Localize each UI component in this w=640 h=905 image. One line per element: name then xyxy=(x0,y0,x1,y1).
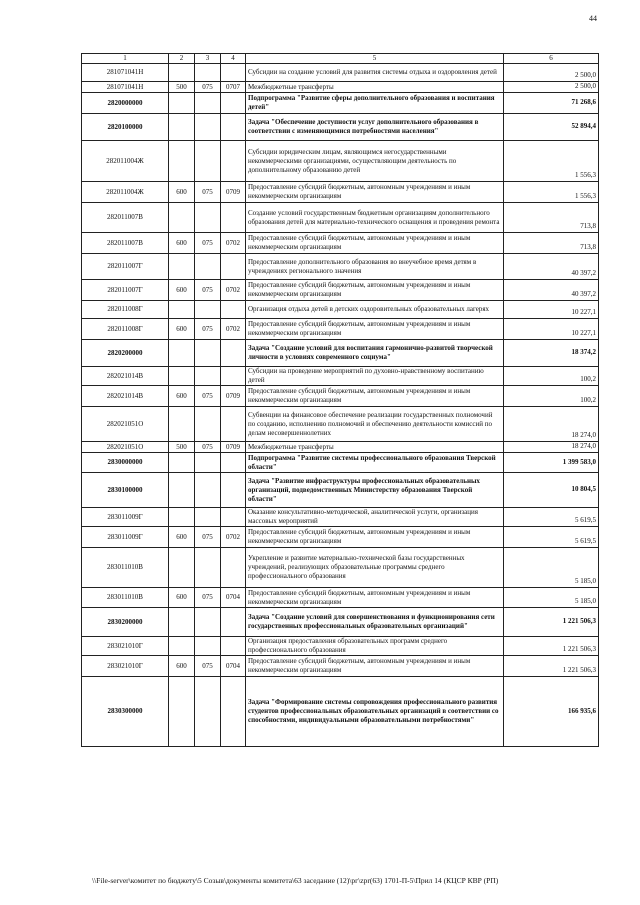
table-row xyxy=(82,367,599,386)
budget-table xyxy=(81,53,599,747)
ved-cell: 075 xyxy=(195,319,221,340)
ved-cell xyxy=(195,677,221,747)
code-cell: 282021051О xyxy=(82,407,169,442)
amount-cell: 166 935,6 xyxy=(504,677,599,747)
description-cell: Субсидии на проведение мероприятий по духовно-нравственному воспитанию детей xyxy=(246,367,504,386)
description-cell: Субсидии на создание условий для развития системы отдыха и оздоровления детей xyxy=(246,64,504,82)
header-cell: 4 xyxy=(221,54,246,64)
table-row xyxy=(82,203,599,233)
kvr-cell xyxy=(169,453,195,473)
ved-cell: 075 xyxy=(195,182,221,203)
description-cell: Организация отдыха детей в детских оздоровительных образовательных лагерях xyxy=(246,301,504,319)
ved-cell: 075 xyxy=(195,82,221,93)
ved-cell xyxy=(195,473,221,508)
section-cell xyxy=(221,340,246,367)
section-cell xyxy=(221,407,246,442)
ved-cell xyxy=(195,548,221,588)
table-row xyxy=(82,442,599,453)
ved-cell xyxy=(195,407,221,442)
header-cell: 2 xyxy=(169,54,195,64)
amount-cell: 2 500,0 xyxy=(504,64,599,82)
amount-cell: 18 374,2 xyxy=(504,340,599,367)
table-row xyxy=(82,407,599,442)
section-cell xyxy=(221,64,246,82)
table-row xyxy=(82,319,599,340)
ved-cell xyxy=(195,93,221,114)
code-cell: 282021014В xyxy=(82,386,169,407)
code-cell: 282011008Г xyxy=(82,301,169,319)
header-cell: 5 xyxy=(246,54,504,64)
description-cell: Предоставление субсидий бюджетным, автономным учреждениям и иным некоммерческим организациям xyxy=(246,527,504,548)
description-cell: Подпрограмма "Развитие системы профессионального образования Тверской области" xyxy=(246,453,504,473)
code-cell: 282021014В xyxy=(82,367,169,386)
kvr-cell xyxy=(169,548,195,588)
amount-cell: 52 894,4 xyxy=(504,114,599,141)
ved-cell: 075 xyxy=(195,527,221,548)
section-cell xyxy=(221,608,246,637)
code-cell: 282011004Ж xyxy=(82,141,169,182)
kvr-cell xyxy=(169,367,195,386)
section-cell: 0704 xyxy=(221,588,246,608)
amount-cell: 1 399 583,0 xyxy=(504,453,599,473)
description-cell: Предоставление субсидий бюджетным, автономным учреждениям и иным некоммерческим организациям xyxy=(246,280,504,301)
code-cell: 282011007В xyxy=(82,233,169,254)
kvr-cell xyxy=(169,301,195,319)
ved-cell xyxy=(195,64,221,82)
table-row xyxy=(82,637,599,656)
description-cell: Задача "Обеспечение доступности услуг дополнительного образования в соответствии с изменяющимися потребностями населения" xyxy=(246,114,504,141)
section-cell: 0709 xyxy=(221,386,246,407)
description-cell: Организация предоставления образовательных программ среднего профессионального образования xyxy=(246,637,504,656)
ved-cell xyxy=(195,301,221,319)
amount-cell: 10 227,1 xyxy=(504,319,599,340)
ved-cell xyxy=(195,608,221,637)
description-cell: Предоставление дополнительного образования во внеучебное время детям в учреждениях регионального значения xyxy=(246,254,504,280)
table-row xyxy=(82,254,599,280)
table-row xyxy=(82,64,599,82)
amount-cell: 1 556,3 xyxy=(504,182,599,203)
table-row xyxy=(82,93,599,114)
table-row xyxy=(82,233,599,254)
amount-cell: 1 221 506,3 xyxy=(504,637,599,656)
section-cell xyxy=(221,203,246,233)
description-cell: Субсидии юридическим лицам, являющимся негосударственными некоммерческими организациями, осуществляющим деятельность по дополнительному образованию детей xyxy=(246,141,504,182)
amount-cell: 1 221 506,3 xyxy=(504,608,599,637)
table-row xyxy=(82,453,599,473)
section-cell xyxy=(221,367,246,386)
code-cell: 2830300000 xyxy=(82,677,169,747)
ved-cell xyxy=(195,453,221,473)
code-cell: 2830100000 xyxy=(82,473,169,508)
amount-cell: 5 185,0 xyxy=(504,548,599,588)
description-cell: Предоставление субсидий бюджетным, автономным учреждениям и иным некоммерческим организациям xyxy=(246,182,504,203)
amount-cell: 18 274,0 xyxy=(504,442,599,453)
description-cell: Задача "Формирование системы сопровождения профессионального развития студентов профессиональных образовательных организаций в соответствии со способностями, индивидуальными образовательными потребностями" xyxy=(246,677,504,747)
code-cell: 2820000000 xyxy=(82,93,169,114)
description-cell: Задача "Развитие инфраструктуры профессиональных образовательных организаций, подведомственных Министерству образования Тверской области" xyxy=(246,473,504,508)
kvr-cell: 600 xyxy=(169,656,195,677)
description-cell: Подпрограмма "Развитие сферы дополнительного образования и воспитания детей" xyxy=(246,93,504,114)
code-cell: 282011007Г xyxy=(82,254,169,280)
description-cell: Предоставление субсидий бюджетным, автономным учреждениям и иным некоммерческим организациям xyxy=(246,386,504,407)
description-cell: Задача "Создание условий для совершенствования и функционирования сети государственных профессиональных образовательных организаций" xyxy=(246,608,504,637)
description-cell: Межбюджетные трансферты xyxy=(246,82,504,93)
ved-cell xyxy=(195,637,221,656)
code-cell: 281071041Н xyxy=(82,64,169,82)
section-cell xyxy=(221,508,246,527)
kvr-cell: 600 xyxy=(169,527,195,548)
code-cell: 2820200000 xyxy=(82,340,169,367)
ved-cell xyxy=(195,340,221,367)
table-row xyxy=(82,82,599,93)
section-cell: 0702 xyxy=(221,527,246,548)
ved-cell: 075 xyxy=(195,386,221,407)
code-cell: 283021010Г xyxy=(82,656,169,677)
ved-cell xyxy=(195,114,221,141)
section-cell xyxy=(221,677,246,747)
ved-cell: 075 xyxy=(195,280,221,301)
kvr-cell: 500 xyxy=(169,82,195,93)
description-cell: Создание условий государственным бюджетным организациям дополнительного образования детей для материально-технического оснащения и проведения ремонта xyxy=(246,203,504,233)
file-path-footer: \\File-server\комитет по бюджету\5 Созыв\документы комитета\63 заседание (12)\рг\zpr(63) 1701-П-5\Прил 14 (КЦСР КВР (РП) xyxy=(92,876,499,885)
kvr-cell xyxy=(169,508,195,527)
code-cell: 282011008Г xyxy=(82,319,169,340)
section-cell: 0709 xyxy=(221,182,246,203)
section-cell: 0704 xyxy=(221,656,246,677)
amount-cell: 100,2 xyxy=(504,386,599,407)
section-cell xyxy=(221,548,246,588)
header-cell: 3 xyxy=(195,54,221,64)
kvr-cell xyxy=(169,340,195,367)
amount-cell: 10 227,1 xyxy=(504,301,599,319)
code-cell: 283011010В xyxy=(82,588,169,608)
kvr-cell xyxy=(169,677,195,747)
description-cell: Предоставление субсидий бюджетным, автономным учреждениям и иным некоммерческим организациям xyxy=(246,319,504,340)
amount-cell: 5 619,5 xyxy=(504,527,599,548)
table-row xyxy=(82,588,599,608)
amount-cell: 713,8 xyxy=(504,233,599,254)
amount-cell: 1 556,3 xyxy=(504,141,599,182)
section-cell: 0702 xyxy=(221,319,246,340)
description-cell: Задача "Создание условий для воспитания гармонично-развитой творческой личности в условиях современного социума" xyxy=(246,340,504,367)
ved-cell: 075 xyxy=(195,233,221,254)
kvr-cell xyxy=(169,254,195,280)
kvr-cell: 600 xyxy=(169,588,195,608)
section-cell xyxy=(221,637,246,656)
section-cell xyxy=(221,141,246,182)
section-cell xyxy=(221,453,246,473)
section-cell xyxy=(221,473,246,508)
kvr-cell: 600 xyxy=(169,182,195,203)
page-number: 44 xyxy=(589,14,597,23)
table-row xyxy=(82,280,599,301)
table-row xyxy=(82,473,599,508)
ved-cell xyxy=(195,367,221,386)
amount-cell: 1 221 506,3 xyxy=(504,656,599,677)
ved-cell xyxy=(195,508,221,527)
description-cell: Укрепление и развитие материально-технической базы государственных учреждений, реализующих образовательные программы среднего профессионального образования xyxy=(246,548,504,588)
section-cell: 0709 xyxy=(221,442,246,453)
kvr-cell: 600 xyxy=(169,233,195,254)
description-cell: Предоставление субсидий бюджетным, автономным учреждениям и иным некоммерческим организациям xyxy=(246,656,504,677)
table-row xyxy=(82,141,599,182)
kvr-cell xyxy=(169,64,195,82)
table-row xyxy=(82,548,599,588)
amount-cell: 71 268,6 xyxy=(504,93,599,114)
kvr-cell xyxy=(169,473,195,508)
table-row xyxy=(82,608,599,637)
amount-cell: 5 619,5 xyxy=(504,508,599,527)
table-row xyxy=(82,508,599,527)
ved-cell: 075 xyxy=(195,442,221,453)
header-cell: 1 xyxy=(82,54,169,64)
ved-cell xyxy=(195,254,221,280)
amount-cell: 2 500,0 xyxy=(504,82,599,93)
table-row xyxy=(82,340,599,367)
kvr-cell xyxy=(169,141,195,182)
section-cell xyxy=(221,254,246,280)
section-cell: 0702 xyxy=(221,233,246,254)
table-row xyxy=(82,677,599,747)
amount-cell: 18 274,0 xyxy=(504,407,599,442)
section-cell: 0707 xyxy=(221,82,246,93)
code-cell: 2830000000 xyxy=(82,453,169,473)
section-cell: 0702 xyxy=(221,280,246,301)
header-cell: 6 xyxy=(504,54,599,64)
ved-cell: 075 xyxy=(195,656,221,677)
table-row xyxy=(82,527,599,548)
code-cell: 2820100000 xyxy=(82,114,169,141)
amount-cell: 40 397,2 xyxy=(504,280,599,301)
code-cell: 283021010Г xyxy=(82,637,169,656)
code-cell: 283011010В xyxy=(82,548,169,588)
description-cell: Оказание консультативно-методической, аналитической услуги, организация массовых мероприятий xyxy=(246,508,504,527)
amount-cell: 40 397,2 xyxy=(504,254,599,280)
code-cell: 282011004Ж xyxy=(82,182,169,203)
kvr-cell: 600 xyxy=(169,280,195,301)
kvr-cell xyxy=(169,407,195,442)
code-cell: 283011009Г xyxy=(82,527,169,548)
code-cell: 282021051О xyxy=(82,442,169,453)
code-cell: 2830200000 xyxy=(82,608,169,637)
description-cell: Предоставление субсидий бюджетным, автономным учреждениям и иным некоммерческим организациям xyxy=(246,233,504,254)
kvr-cell xyxy=(169,608,195,637)
code-cell: 283011009Г xyxy=(82,508,169,527)
code-cell: 282011007Г xyxy=(82,280,169,301)
kvr-cell xyxy=(169,203,195,233)
table-row xyxy=(82,386,599,407)
table-row xyxy=(82,656,599,677)
description-cell: Межбюджетные трансферты xyxy=(246,442,504,453)
table-row xyxy=(82,301,599,319)
code-cell: 281071041Н xyxy=(82,82,169,93)
ved-cell xyxy=(195,203,221,233)
kvr-cell: 600 xyxy=(169,319,195,340)
description-cell: Предоставление субсидий бюджетным, автономным учреждениям и иным некоммерческим организациям xyxy=(246,588,504,608)
amount-cell: 5 185,0 xyxy=(504,588,599,608)
ved-cell xyxy=(195,141,221,182)
section-cell xyxy=(221,114,246,141)
ved-cell: 075 xyxy=(195,588,221,608)
section-cell xyxy=(221,301,246,319)
kvr-cell: 600 xyxy=(169,386,195,407)
kvr-cell xyxy=(169,93,195,114)
section-cell xyxy=(221,93,246,114)
table-row xyxy=(82,182,599,203)
kvr-cell: 500 xyxy=(169,442,195,453)
kvr-cell xyxy=(169,114,195,141)
code-cell: 282011007В xyxy=(82,203,169,233)
amount-cell: 100,2 xyxy=(504,367,599,386)
amount-cell: 713,8 xyxy=(504,203,599,233)
amount-cell: 10 804,5 xyxy=(504,473,599,508)
table-row xyxy=(82,114,599,141)
kvr-cell xyxy=(169,637,195,656)
description-cell: Субвенции на финансовое обеспечение реализации государственных полномочий по созданию, исполнению полномочий и обеспечению деятельности комиссий по делам несовершеннолетних xyxy=(246,407,504,442)
table-header-row xyxy=(82,54,599,64)
